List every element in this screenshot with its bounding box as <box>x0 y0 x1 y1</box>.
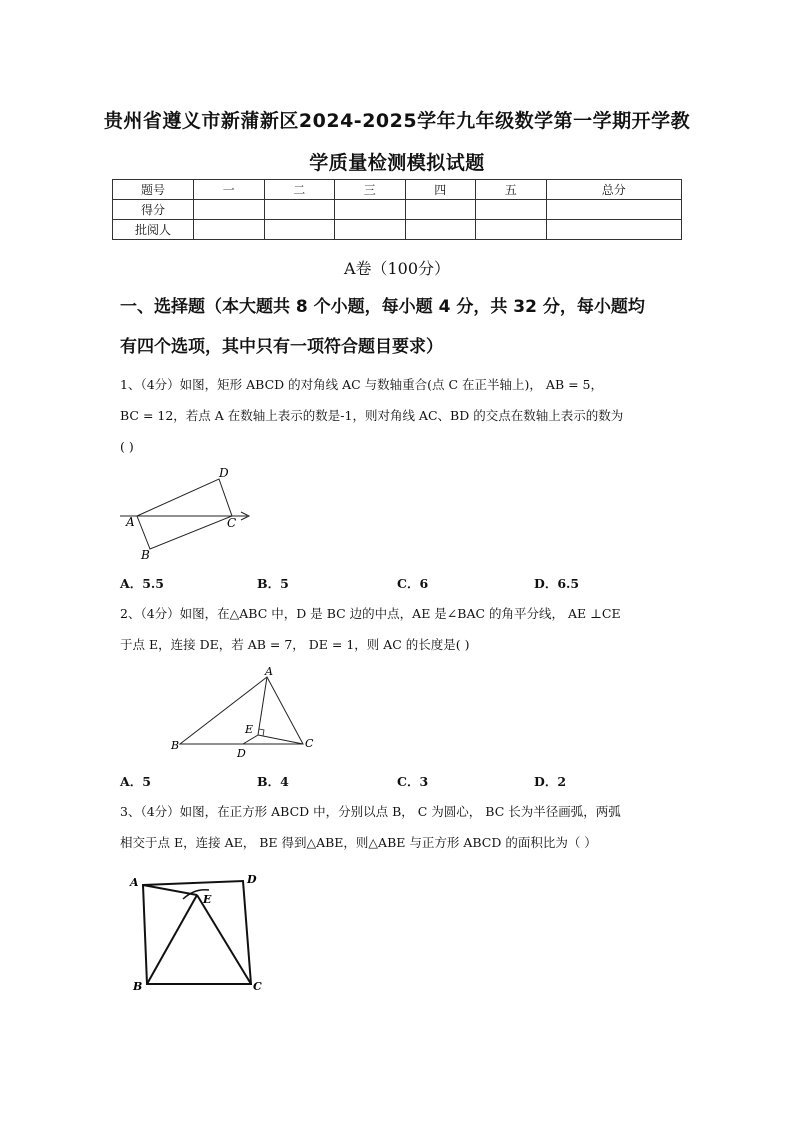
section-heading-line2: 有四个选项，其中只有一项符合题目要求） <box>120 337 443 357</box>
question-1-line1: 1、（4分）如图，矩形 ABCD 的对角线 AC 与数轴重合(点 C 在正半轴上)， AB = 5， <box>120 377 603 392</box>
score-table-row <box>113 200 682 220</box>
score-cell[interactable] <box>264 200 335 220</box>
label-c: C <box>253 980 262 993</box>
row-label: 批阅人 <box>113 220 194 240</box>
page-title-line1: 贵州省遵义市新蒲新区2024-2025学年九年级数学第一学期开学教 <box>103 110 691 132</box>
score-table-header-row <box>113 180 682 200</box>
score-cell[interactable] <box>335 220 406 240</box>
question-3-figure <box>125 868 275 998</box>
triangle-abc <box>180 677 303 744</box>
label-a: A <box>126 515 135 529</box>
score-cell[interactable] <box>546 200 682 220</box>
label-a: A <box>130 876 139 889</box>
score-cell[interactable] <box>335 200 406 220</box>
question-2-figure <box>165 665 325 763</box>
question-3-line1: 3、（4分）如图，在正方形 ABCD 中，分别以点 B， C 为圆心， BC 长为半径画弧，两弧 <box>120 804 621 819</box>
segment-de <box>243 735 258 744</box>
score-cell[interactable] <box>476 200 547 220</box>
option-c[interactable]: C．3 <box>397 774 429 789</box>
header-cell: 总分 <box>546 180 682 200</box>
segment-be <box>147 895 197 984</box>
header-cell: 三 <box>335 180 406 200</box>
row-label: 得分 <box>113 200 194 220</box>
score-cell[interactable] <box>546 220 682 240</box>
option-d[interactable]: D．6.5 <box>534 576 580 591</box>
option-a[interactable]: A．5 <box>120 774 151 789</box>
volume-heading: A卷（100分） <box>343 259 451 278</box>
score-cell[interactable] <box>405 220 476 240</box>
question-1-figure <box>115 463 260 563</box>
question-1-line2: BC = 12，若点 A 在数轴上表示的数是-1，则对角线 AC、BD 的交点在数轴上表示的数为 <box>120 408 624 423</box>
score-table-row <box>113 220 682 240</box>
label-b: B <box>171 739 180 752</box>
label-a: A <box>265 665 273 678</box>
score-cell[interactable] <box>264 220 335 240</box>
label-e: E <box>245 723 254 736</box>
header-cell: 一 <box>194 180 265 200</box>
option-a[interactable]: A．5.5 <box>120 576 164 591</box>
label-c: C <box>305 737 314 750</box>
section-heading-line1: 一、选择题（本大题共 8 个小题，每小题 4 分，共 32 分，每小题均 <box>120 297 645 317</box>
rectangle-abcd <box>137 479 232 549</box>
segment-ae <box>258 677 267 735</box>
question-3-line2: 相交于点 E，连接 AE， BE 得到△ABE，则△ABE 与正方形 ABCD 的面积比为（ ） <box>120 835 597 850</box>
header-cell: 二 <box>264 180 335 200</box>
score-cell[interactable] <box>194 200 265 220</box>
label-d: D <box>247 873 257 886</box>
label-d: D <box>237 747 246 760</box>
question-2-line2: 于点 E，连接 DE，若 AB = 7， DE = 1，则 AC 的长度是( ) <box>120 637 470 652</box>
score-cell[interactable] <box>194 220 265 240</box>
question-2-line1: 2、（4分）如图，在△ABC 中，D 是 BC 边的中点，AE 是∠BAC 的角平分线， AE ⊥CE <box>120 606 621 621</box>
score-table <box>112 179 682 240</box>
label-c: C <box>227 516 237 530</box>
segment-ce <box>258 735 303 744</box>
option-b[interactable]: B．5 <box>257 576 289 591</box>
score-cell[interactable] <box>405 200 476 220</box>
label-b: B <box>141 548 150 562</box>
option-c[interactable]: C．6 <box>397 576 429 591</box>
question-1-line3: ( ) <box>120 439 134 454</box>
score-cell[interactable] <box>476 220 547 240</box>
page-title-line2: 学质量检测模拟试题 <box>309 152 485 174</box>
segment-ce <box>197 895 251 984</box>
segment-ae <box>143 885 197 895</box>
option-d[interactable]: D．2 <box>534 774 567 789</box>
header-cell: 四 <box>405 180 476 200</box>
label-b: B <box>133 980 143 993</box>
header-cell: 五 <box>476 180 547 200</box>
label-d: D <box>219 466 229 480</box>
header-cell: 题号 <box>113 180 194 200</box>
option-b[interactable]: B．4 <box>257 774 289 789</box>
label-e: E <box>203 893 212 906</box>
